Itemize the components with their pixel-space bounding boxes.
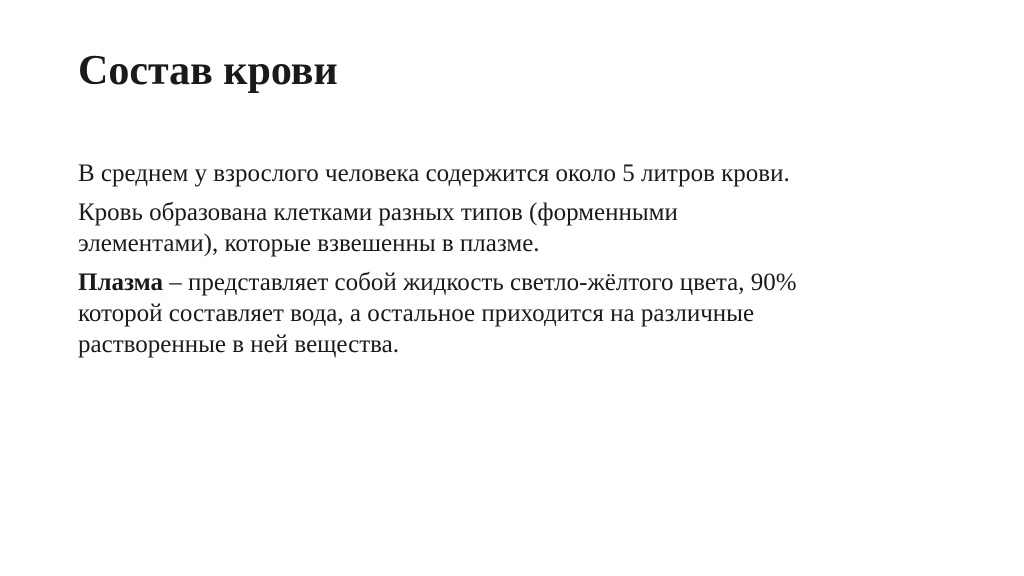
plasma-definition-line-2: которой составляет вода, а остальное приходится на различные <box>78 300 755 327</box>
paragraph-blood-cells <box>78 197 958 259</box>
plasma-definition-line-3: растворенные в ней вещества. <box>78 331 399 358</box>
slide-title: Состав крови <box>78 48 338 94</box>
paragraph-blood-volume-text: В среднем у взрослого человека содержится около 5 литров крови. <box>78 160 790 187</box>
plasma-term: Плазма <box>78 269 164 296</box>
paragraph-blood-cells-line-1: Кровь образована клетками разных типов (форменными <box>78 199 678 226</box>
plasma-definition-line-1: – представляет собой жидкость светло-жёлтого цвета, 90% <box>163 269 797 296</box>
paragraph-blood-cells-line-2: элементами), которые взвешенны в плазме. <box>78 230 540 257</box>
paragraph-blood-volume <box>78 158 958 189</box>
slide-body <box>78 158 958 368</box>
paragraph-plasma <box>78 267 958 360</box>
